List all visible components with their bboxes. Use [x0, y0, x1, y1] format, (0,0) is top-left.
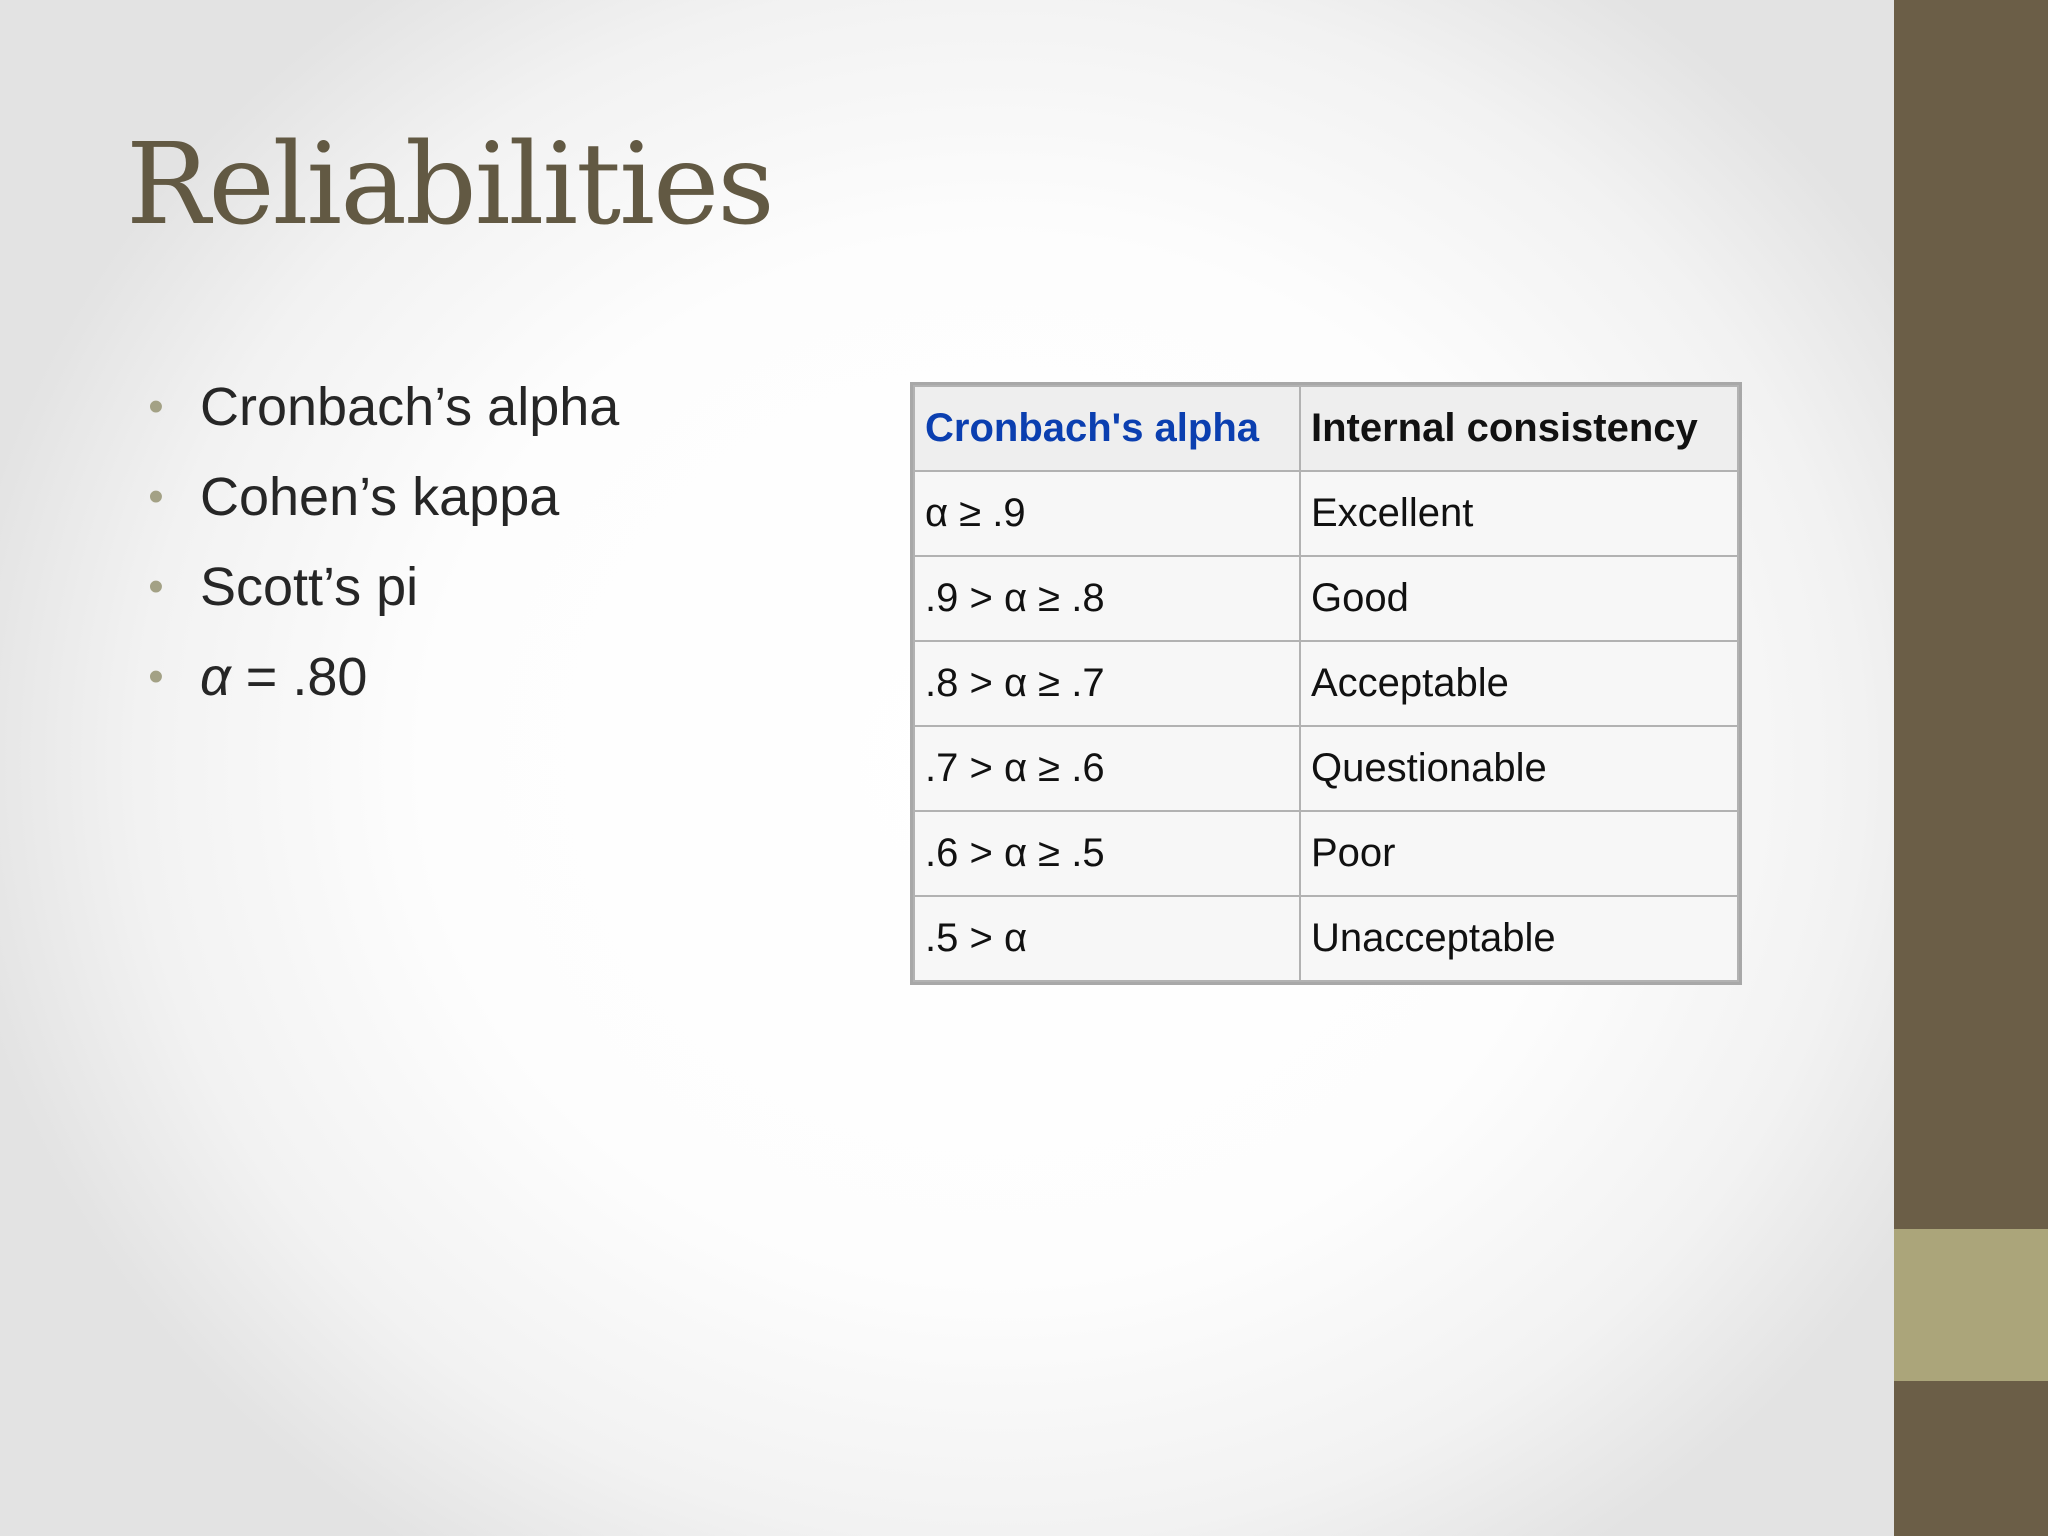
- slide-title: Reliabilities: [126, 120, 773, 250]
- table-header-row: [914, 386, 1738, 471]
- bullet-dot-icon: •: [148, 382, 164, 431]
- alpha-range-cell: .7 > α ≥ .6: [914, 726, 1300, 811]
- consistency-cell: Good: [1300, 556, 1738, 641]
- alpha-range-cell: .8 > α ≥ .7: [914, 641, 1300, 726]
- consistency-cell: Questionable: [1300, 726, 1738, 811]
- table-row: [914, 726, 1738, 811]
- bullet-text: Scott’s pi: [200, 557, 419, 617]
- reliability-table-frame: [910, 382, 1742, 985]
- header-internal-consistency: Internal consistency: [1300, 386, 1738, 471]
- bullet-text: = .80: [230, 647, 368, 707]
- table-row: [914, 896, 1738, 981]
- bullet-text: Cronbach’s alpha: [200, 377, 620, 437]
- bullet-item: [146, 452, 619, 542]
- bullet-dot-icon: •: [148, 472, 164, 521]
- table-row: [914, 556, 1738, 641]
- alpha-range-cell: .9 > α ≥ .8: [914, 556, 1300, 641]
- bullet-dot-icon: •: [148, 652, 164, 701]
- header-cronbachs-alpha[interactable]: [914, 386, 1300, 471]
- header-link[interactable]: Cronbach's alpha: [925, 406, 1260, 450]
- table-row: [914, 811, 1738, 896]
- bullet-dot-icon: •: [148, 562, 164, 611]
- bullet-item: [146, 362, 619, 452]
- consistency-cell: Poor: [1300, 811, 1738, 896]
- bullet-alpha-symbol: α: [200, 647, 231, 707]
- bullet-item: [146, 632, 619, 722]
- bullet-item: [146, 542, 619, 632]
- bullet-list: [146, 362, 619, 722]
- table-row: [914, 641, 1738, 726]
- alpha-range-cell: .6 > α ≥ .5: [914, 811, 1300, 896]
- reliability-table: [913, 385, 1739, 982]
- consistency-cell: Unacceptable: [1300, 896, 1738, 981]
- consistency-cell: Acceptable: [1300, 641, 1738, 726]
- side-decoration-accent: [1894, 1229, 2048, 1381]
- consistency-cell: Excellent: [1300, 471, 1738, 556]
- table-row: [914, 471, 1738, 556]
- alpha-range-cell: .5 > α: [914, 896, 1300, 981]
- bullet-text: Cohen’s kappa: [200, 467, 560, 527]
- alpha-range-cell: α ≥ .9: [914, 471, 1300, 556]
